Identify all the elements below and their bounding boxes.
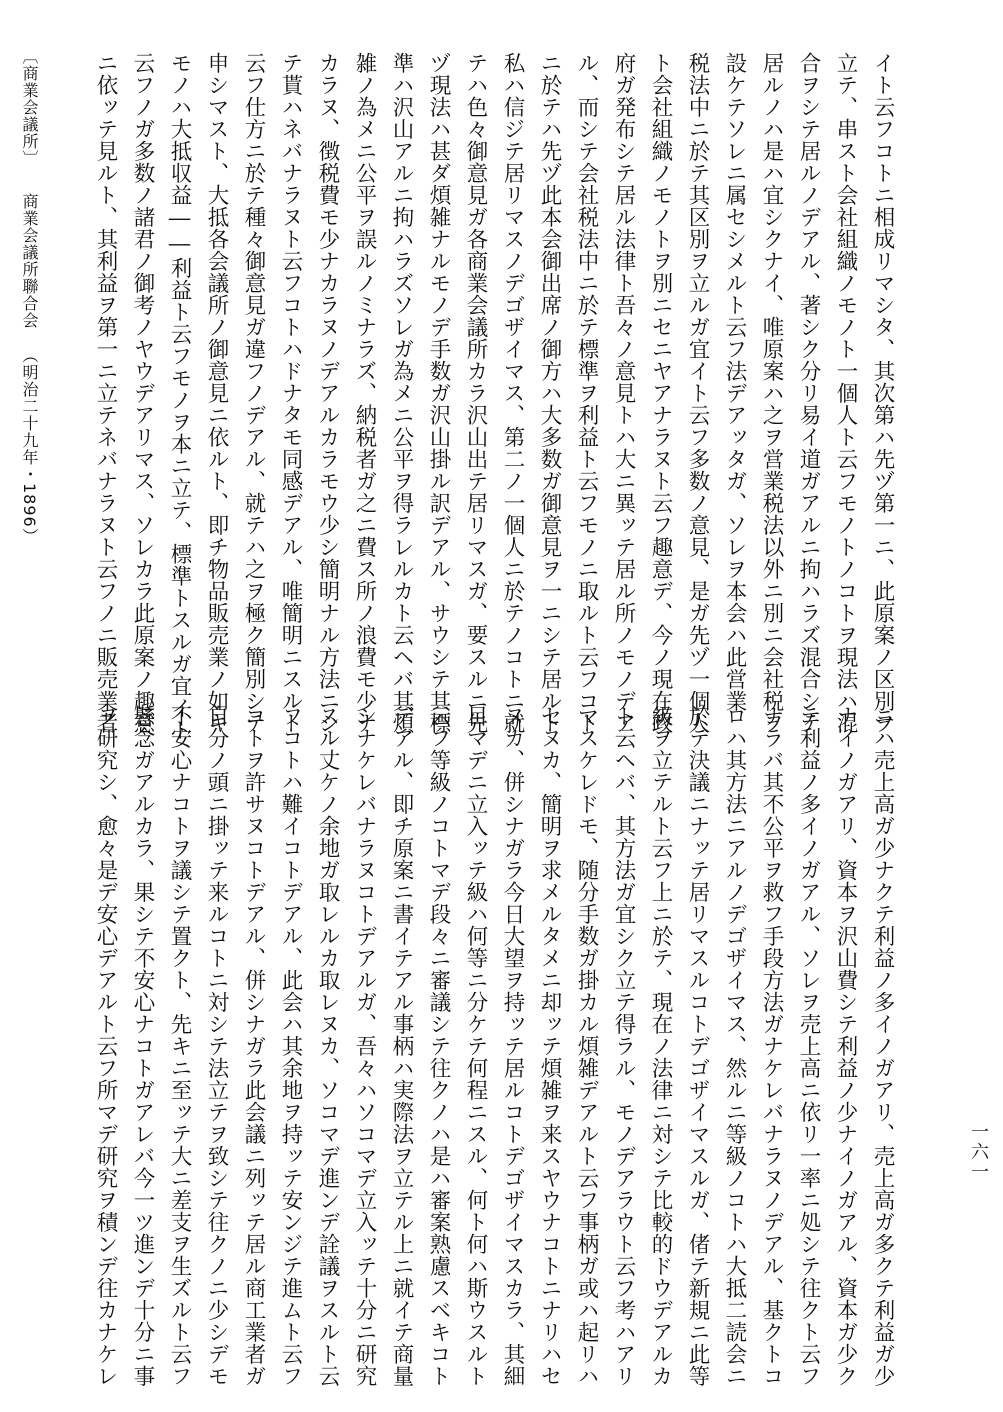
text-column: 設ケテソレニ属セシメルト云フ法デアッタガ、ソレヲ本会ハ此営業 <box>722 52 747 712</box>
text-column: 税法中ニ於テ其区別ヲ立ルガ宜イト云フ多数ノ意見、是ガ先ヅ一個人 <box>685 52 710 734</box>
text-column: イト云フコトニ相成リマシタ、其次第ハ先ヅ第一ニ、此原案ノ区別ヲ <box>870 52 895 734</box>
text-column: テハ色々御意見ガ各商業会議所カラ沢山出テ居リマスガ、要スルニ先 <box>463 52 488 734</box>
text-column: ト会社組織ノモノトヲ別ニセニヤアナラヌト云フ趣意デ、今ノ現在政 <box>648 52 673 734</box>
text-column: 自分ノ頭ニ掛ッテ来ルコトニ対シテ法立テヲ致シテ往クノニ少シデモ <box>204 705 229 1387</box>
text-column: カラヌ、徴税費モ少ナカラヌノデアルカラモウ少シ簡明ナル方法ニシ <box>315 52 340 734</box>
text-column: 合ヲシテ居ルノデアル、著シク分リ易イ道ガアルニ拘ハラズ混合シテ <box>796 52 821 734</box>
running-header <box>18 48 41 668</box>
text-column: セヌカ、簡明ヲ求メルタメニ却ッテ煩雑ヲ来スヤウナコトニナリハセ <box>537 705 562 1387</box>
header-section-label: 〔商業会議所〕 <box>20 48 39 167</box>
text-column: 私ハ信ジテ居リマスノデゴザイマス、第二ノ一個人ニ於テノコトニ就 <box>500 52 525 734</box>
text-column: フコトハ難イコトデアル、此会ハ其余地ヲ持ッテ安ンジテ進ムト云フ <box>278 705 303 1387</box>
header-year: （明治二十九年・1896） <box>20 347 39 545</box>
text-column: 申シマスト、大抵各会議所ノ御意見ニ依ルト、即チ物品販売業ノ如キ <box>204 52 229 734</box>
text-column: テ貰ハネバナラヌト云フコトハドナタモ同感デアル、唯簡明ニスルト <box>278 52 303 734</box>
text-column: ヲ研究シ、愈々是デ安心デアルト云フ所マデ研究ヲ積ンデ往カナケレ <box>93 705 118 1387</box>
text-column: ヌカ、併シナガラ今日大望ヲ持ッテ居ルコトデゴザイマスカラ、其細 <box>500 705 525 1387</box>
page-number: 一六一 <box>968 1122 989 1182</box>
text-column: テ利益ノ多イノガアル、ソレヲ売上高ニ依リ一率ニ処シテ往クト云フ <box>796 705 821 1387</box>
text-column: 立テ、串スト会社組織ノモノト一個人ト云フモノトノコトヲ現法ハ混 <box>833 52 858 734</box>
text-column: 云フ等級ノコトマデ段々ニ審議シテ往クノハ是ハ審案熟慮スベキコト <box>426 705 451 1387</box>
text-column: ニ依ッテ見ルト、其利益ヲ第一ニ立テネバナラヌト云フノニ販売業者 <box>93 52 118 734</box>
text-column: ロハ其方法ニアルノデゴザイマス、然ルニ等級ノコトハ大抵二読会ニ <box>722 705 747 1387</box>
text-column: ト云ヘバ、其方法ガ宜シク立テ得ラル、モノデアラウト云フ考ハアリ <box>611 705 636 1387</box>
text-column: マスケレドモ、随分手数ガ掛カル煩雑デアルト云フ事柄ガ或ハ起リハ <box>574 705 599 1387</box>
text-column: ニハ売上高ガ少ナクテ利益ノ多イノガアリ、売上高ガ多クテ利益ガ少 <box>870 705 895 1387</box>
text-column: スル丈ケノ余地ガ取レルカ取レヌカ、ソコマデ進ンデ詮議ヲスルト云 <box>315 705 340 1387</box>
header-publication: 商業会議所聯合会 <box>20 193 39 329</box>
text-section-top <box>87 52 901 741</box>
text-section-bottom <box>87 705 901 1387</box>
text-column: モノハ大抵収益――利益ト云フモノヲ本ニ立テ、標準トスルガ宜イト <box>167 52 192 741</box>
text-column: コトヲ許サヌコトデアル、併シナガラ此会議ニ列ッテ居ル商工業者ガ <box>241 705 266 1387</box>
text-column: ナラバ其不公平ヲ救フ手段方法ガナケレバナラヌノデアル、基クトコ <box>759 705 784 1387</box>
text-column: デアル、即チ原案ニ書イテアル事柄ハ実際法ヲ立テル上ニ就イテ商量 <box>389 705 414 1387</box>
text-column: 於テ決議ニナッテ居リマスルコトデゴザイマスルガ、偖テ新規ニ此等 <box>685 705 710 1387</box>
text-column: 雑ノ為メニ公平ヲ誤ルノミナラズ、納税者ガ之ニ費ス所ノ浪費モ少ナ <box>352 52 377 734</box>
text-column: 準ハ沢山アルニ拘ハラズソレガ為メニ公平ヲ得ラレルカト云ヘバ其煩 <box>389 52 414 734</box>
text-column: 懸念ガアルカラ、果シテ不安心ナコトガアレバ今一ツ進ンデ十分ニ事 <box>130 705 155 1387</box>
text-column: 云フ仕方ニ於テ種々御意見ガ違フノデアル、就テハ之ヲ極ク簡別シテ <box>241 52 266 734</box>
text-column: ル、而シテ会社税法中ニ於テ標準ヲ利益ト云フモノニ取ルト云フコト <box>574 52 599 734</box>
text-column: 府ガ発布シテ居ル法律ト吾々ノ意見トハ大ニ異ッテ居ル所ノモノデア <box>611 52 636 734</box>
text-column: ナイノガアリ、資本ヲ沢山費シテ利益ノ少ナイノガアル、資本ガ少ク <box>833 705 858 1387</box>
text-column: 云フノガ多数ノ諸君ノ御考ノヤウデアリマス、ソレカラ此原案ノ趣意 <box>130 52 155 734</box>
text-column: 級ヲ立テルト云フ上ニ於テ、現在ノ法律ニ対シテ比較的ドウデアルカ <box>648 705 673 1387</box>
text-column: 不安心ナコトヲ議シテ置クト、先キニ至ッテ大ニ差支ヲ生ズルト云フ <box>167 705 192 1387</box>
text-column: 居ルノハ是ハ宜シクナイ、唯原案ハ之ヲ営業税法以外ニ別ニ会社税ヲ <box>759 52 784 734</box>
text-column: ヅ現法ハ甚ダ煩雑ナルモノデ手数ガ沢山掛ル訳デアル、サウシテ其標 <box>426 52 451 734</box>
text-column: 目マデニ立入ッテ級ハ何等ニ分ケテ何程ニスル、何ト何ハ斯ウスルト <box>463 705 488 1387</box>
text-column: ニ於テハ先ヅ此本会御出席ノ御方ハ大多数ガ御意見ヲ一ニシテ居ルト <box>537 52 562 734</box>
text-column: シナケレバナラヌコトデアルガ、吾々ハソコマデ立入ッテ十分ニ研究 <box>352 705 377 1387</box>
